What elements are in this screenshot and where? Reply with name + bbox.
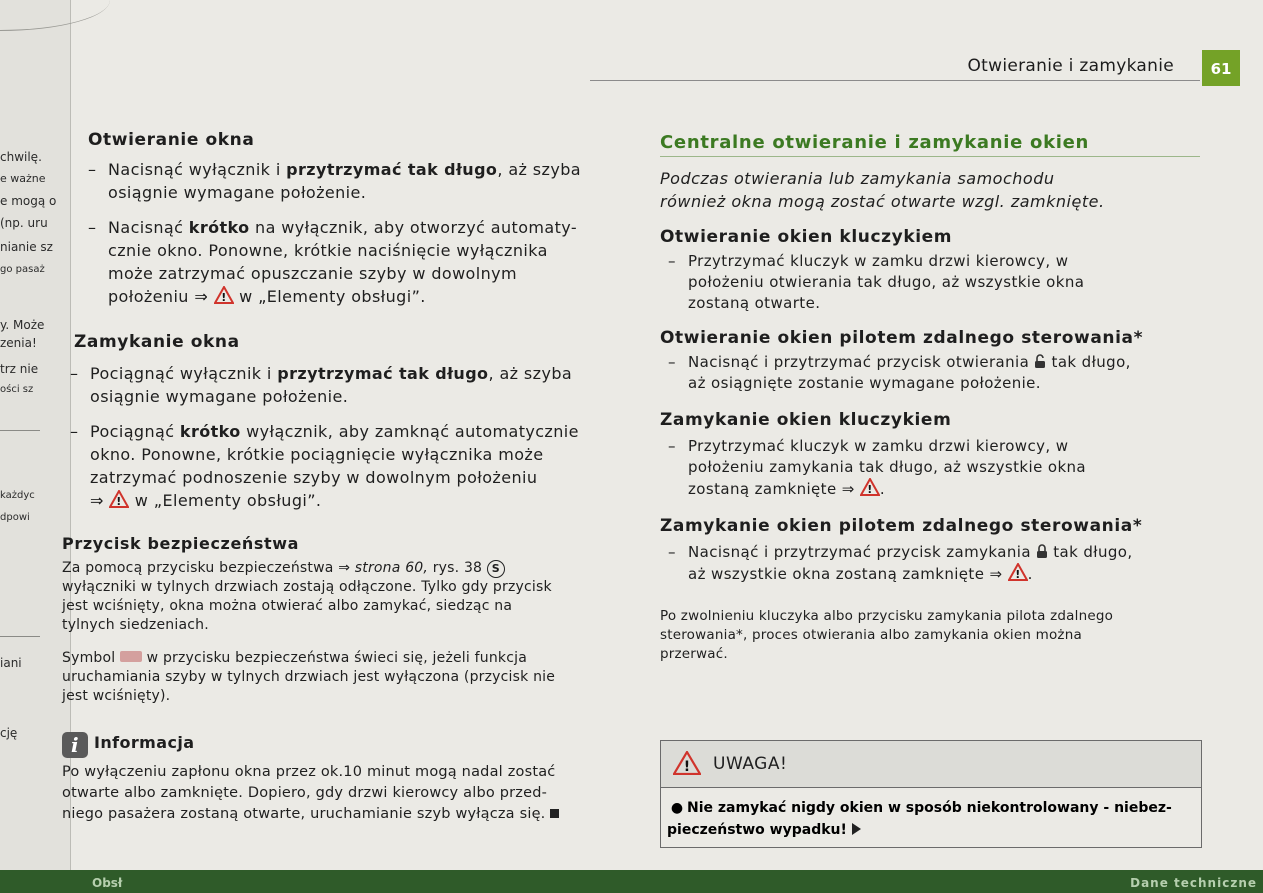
section-title-key-close: Zamykanie okien kluczykiem — [660, 410, 952, 430]
section-title-open-window: Otwieranie okna — [88, 130, 255, 150]
warning-box — [660, 740, 1202, 848]
section-title-safety-button: Przycisk bezpieczeństwa — [62, 534, 300, 553]
svg-text:!: ! — [220, 291, 227, 304]
warning-triangle-icon — [214, 286, 234, 303]
section-title-close-window: Zamykanie okna — [74, 332, 240, 352]
svg-text:!: ! — [867, 483, 873, 496]
section-title-remote-open: Otwieranie okien pilotem zdalnego sterowania* — [660, 328, 1144, 348]
info-box — [62, 732, 622, 825]
warning-text: ● Nie zamykać nigdy okien w sposób niekontrolowany - niebez- pieczeństwo wypadku! — [661, 797, 1197, 841]
right-column — [660, 132, 1200, 664]
release-paragraph: Po zwolnieniu kluczyka albo przycisku zamykania pilota zdalnego sterowania*, proces otwierania albo zamykania okien można przerwać. — [660, 608, 1114, 662]
svg-text:!: ! — [683, 759, 691, 775]
unlock-button-icon — [1034, 354, 1046, 369]
footer-bar — [0, 870, 1263, 893]
step-close-hold: – Pociągnąć wyłącznik i przytrzymać tak długo, aż szyba osiągnie wymagane położenie. — [70, 364, 573, 406]
prev-page-fragment: e ważne — [0, 172, 46, 185]
end-of-section-square-icon — [550, 809, 559, 818]
prev-page-rule — [0, 430, 40, 431]
warning-triangle-icon — [109, 490, 129, 507]
header-title: Otwieranie i zamykanie — [967, 56, 1174, 76]
prev-page-fragment: chwilę. — [0, 150, 42, 164]
step-close-short: – Pociągnąć krótko wyłącznik, aby zamknąć automatycznie okno. Ponowne, krótkie pociągnięcie wyłącznika może zatrzymać podnoszenie szyby w dowolnym położeniu ⇒ ! w „Elementy obsługi”. — [70, 422, 579, 510]
safety-paragraph-2: Symbol w przycisku bezpieczeństwa świeci się, jeżeli funkcja uruchamiania szyby w tylnych drzwiach jest wyłączona (przycisk nie jest wciśnięty). — [62, 650, 556, 704]
left-column — [62, 130, 622, 825]
warning-triangle-icon — [1008, 563, 1028, 580]
previous-page-edge — [0, 0, 71, 893]
prev-page-fragment: każdyc — [0, 490, 35, 501]
child-lock-symbol-icon — [120, 651, 142, 662]
section-title-remote-close: Zamykanie okien pilotem zdalnego sterowania* — [660, 516, 1143, 536]
lock-button-icon — [1036, 544, 1048, 559]
warning-triangle-icon — [860, 478, 880, 495]
info-header: i Informacja — [62, 732, 622, 758]
warning-title: UWAGA! — [713, 754, 788, 774]
bullet-icon: ● — [670, 800, 684, 816]
step-open-hold: – Nacisnąć wyłącznik i przytrzymać tak długo, aż szyba osiągnie wymagane położenie. — [88, 160, 581, 202]
prev-page-fragment: y. Może — [0, 318, 45, 332]
prev-page-fragment: e mogą o — [0, 194, 57, 208]
warning-triangle-icon — [673, 751, 701, 779]
prev-page-fragment: iani — [0, 656, 22, 670]
prev-page-fragment: trz nie — [0, 362, 39, 376]
info-icon: i — [62, 732, 88, 758]
prev-page-fragment: ości sz — [0, 384, 34, 395]
step-open-short: – Nacisnąć krótko na wyłącznik, aby otworzyć automaty- cznie okno. Ponowne, krótkie naciśnięcie wyłącznika może zatrzymać opuszczanie szyby w dowolnym położeniu ⇒ ! w „Elementy obsługi”. — [88, 218, 578, 306]
page-curl-line — [0, 0, 110, 31]
step-key-close: – Przytrzymać kluczyk w zamku drzwi kierowcy, w położeniu zamykania tak długo, aż wszystkie okna zostaną zamknięte ⇒ ! . — [668, 437, 1087, 498]
prev-page-fragment: nianie sz — [0, 240, 53, 254]
svg-text:!: ! — [1014, 568, 1021, 581]
prev-page-fragment: (np. uru — [0, 216, 48, 230]
prev-page-fragment: zenia! — [0, 336, 37, 350]
figure-label-s-badge: S — [487, 560, 505, 578]
prev-page-fragment: cję — [0, 726, 18, 740]
svg-text:!: ! — [116, 495, 123, 508]
step-key-open: – Przytrzymać kluczyk w zamku drzwi kierowcy, w położeniu otwierania tak długo, aż wszystkie okna zostaną otwarte. — [668, 252, 1085, 312]
footer-left-tab: Obsł — [92, 876, 123, 890]
warning-box-header — [661, 741, 1201, 788]
page-number: 61 — [1202, 50, 1240, 86]
safety-paragraph-1: Za pomocą przycisku bezpieczeństwa ⇒ strona 60, rys. 38 S wyłączniki w tylnych drzwiach zostają odłączone. Tylko gdy przycisk jest wciśnięty, okna można otwierać albo zamykać, siedząc na tylnych siedzeniach. — [62, 560, 552, 633]
intro-paragraph: Podczas otwierania lub zamykania samochodu również okna mogą zostać otwarte wzgl. zamknięte. — [660, 169, 1105, 211]
section-title-key-open: Otwieranie okien kluczykiem — [660, 227, 953, 247]
prev-page-rule — [0, 636, 40, 637]
prev-page-fragment: go pasaż — [0, 264, 45, 275]
prev-page-fragment: dpowi — [0, 512, 30, 523]
info-text: Po wyłączeniu zapłonu okna przez ok.10 minut mogą nadal zostać otwarte albo zamknięte. Dopiero, gdy drzwi kierowcy albo przed- niego pasażera zostaną otwarte, uruchamianie szyb wyłącza się. — [62, 762, 622, 825]
step-remote-open: – Nacisnąć i przytrzymać przycisk otwierania tak długo, aż osiągnięte zostanie wymagane położenie. — [668, 353, 1131, 392]
footer-right-tab: Dane techniczne — [1130, 876, 1257, 890]
main-section-title: Centralne otwieranie i zamykanie okien — [660, 132, 1200, 157]
continue-arrow-icon — [852, 823, 861, 835]
running-header — [590, 50, 1200, 81]
step-remote-close: – Nacisnąć i przytrzymać przycisk zamykania tak długo, aż wszystkie okna zostaną zamknięte ⇒ ! . — [668, 543, 1133, 583]
